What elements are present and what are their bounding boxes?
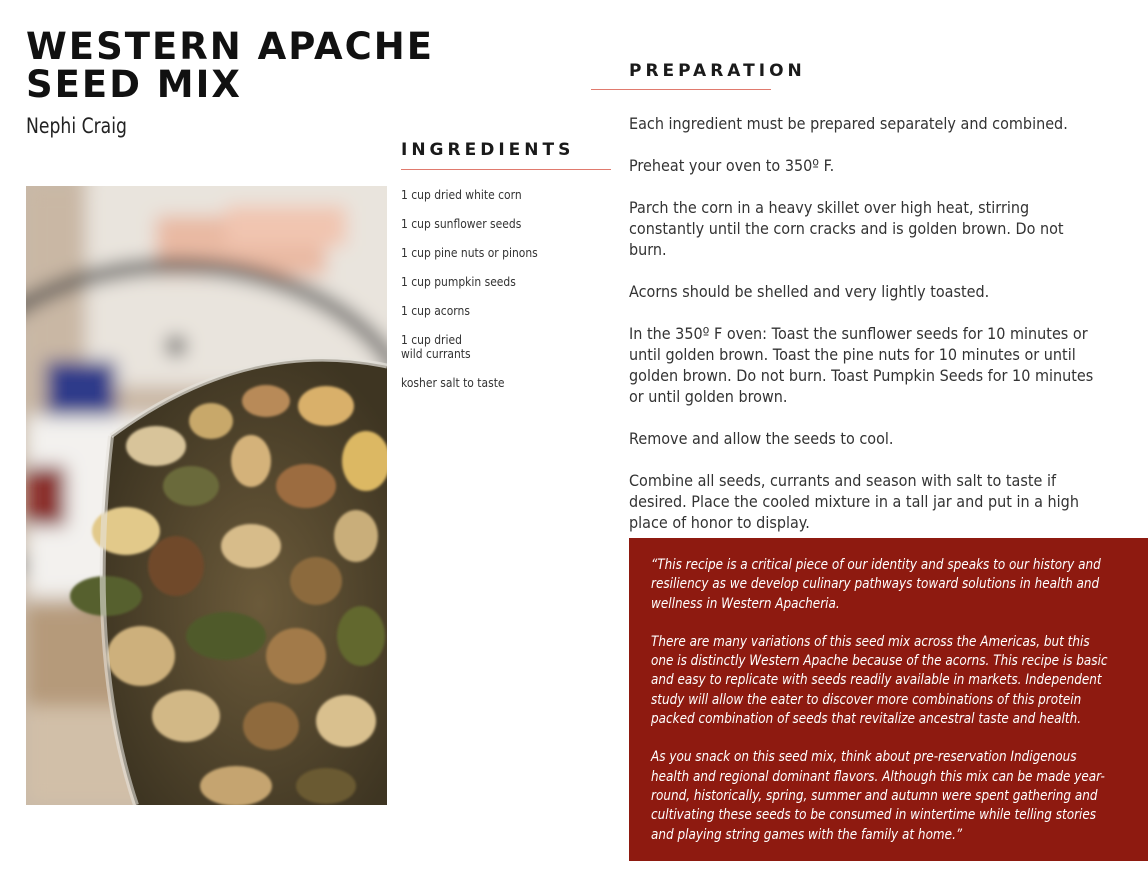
preparation-step: Preheat your oven to 350º F. xyxy=(629,156,835,175)
recipe-author: Nephi Craig xyxy=(26,114,127,138)
preparation-step: Remove and allow the seeds to cool. xyxy=(629,429,894,448)
preparation-step: In the 350º F oven: Toast the sunflower seeds for 10 minutes or until golden brown. Toast the pine nuts for 10 minutes or until golden brown. Do not burn. Toast Pumpkin Seeds for 10 minutes or until golden brown. xyxy=(629,324,1094,406)
preparation-step: Each ingredient must be prepared separately and combined. xyxy=(629,114,1068,133)
ingredient-item: kosher salt to taste xyxy=(401,375,505,390)
ingredient-item: 1 cup dried wild currants xyxy=(401,332,471,361)
ingredients-list xyxy=(401,188,541,405)
ingredient-item: 1 cup pumpkin seeds xyxy=(401,274,516,289)
quote-paragraph: There are many variations of this seed mix across the Americas, but this one is distinctly Western Apache because of the acorns. This recipe is basic and easy to replicate with seeds readily available in markets. Independent study will allow the eater to discover more combinations of this protein packed combination of seeds that revitalize ancestral taste and health. xyxy=(651,633,1108,728)
preparation-steps xyxy=(629,113,1099,554)
recipe-title-line-1: WESTERN APACHE xyxy=(26,25,434,68)
preparation-step: Combine all seeds, currants and season with salt to taste if desired. Place the cooled mixture in a tall jar and put in a high place of honor to display. xyxy=(629,471,1079,532)
seed-mix-photo xyxy=(26,186,387,805)
ingredients-heading: INGREDIENTS xyxy=(401,140,575,160)
chef-quote-box xyxy=(629,538,1148,861)
recipe-title-line-2: SEED MIX xyxy=(26,63,242,106)
preparation-step: Parch the corn in a heavy skillet over high heat, stirring constantly until the corn cracks and is golden brown. Do not burn. xyxy=(629,198,1064,259)
ingredient-item: 1 cup acorns xyxy=(401,303,470,318)
preparation-step: Acorns should be shelled and very lightly toasted. xyxy=(629,282,990,301)
ingredient-item: 1 cup pine nuts or pinons xyxy=(401,245,538,260)
ingredient-item: 1 cup sunflower seeds xyxy=(401,216,522,231)
ingredient-item: 1 cup dried white corn xyxy=(401,187,522,202)
quote-paragraph: As you snack on this seed mix, think about pre-reservation Indigenous health and regional dominant flavors. Although this mix can be made year-round, historically, spring, summer and autumn were spent gathering and cultivating these seeds to be consumed in wintertime while telling stories and playing string games with the family at home.” xyxy=(651,749,1105,843)
ingredients-divider xyxy=(401,169,611,170)
recipe-title xyxy=(26,25,446,106)
preparation-heading: PREPARATION xyxy=(629,61,806,81)
preparation-divider xyxy=(591,89,771,90)
quote-paragraph: “This recipe is a critical piece of our identity and speaks to our history and resiliency as we develop culinary pathways toward solutions in health and wellness in Western Apacheria. xyxy=(651,557,1101,612)
